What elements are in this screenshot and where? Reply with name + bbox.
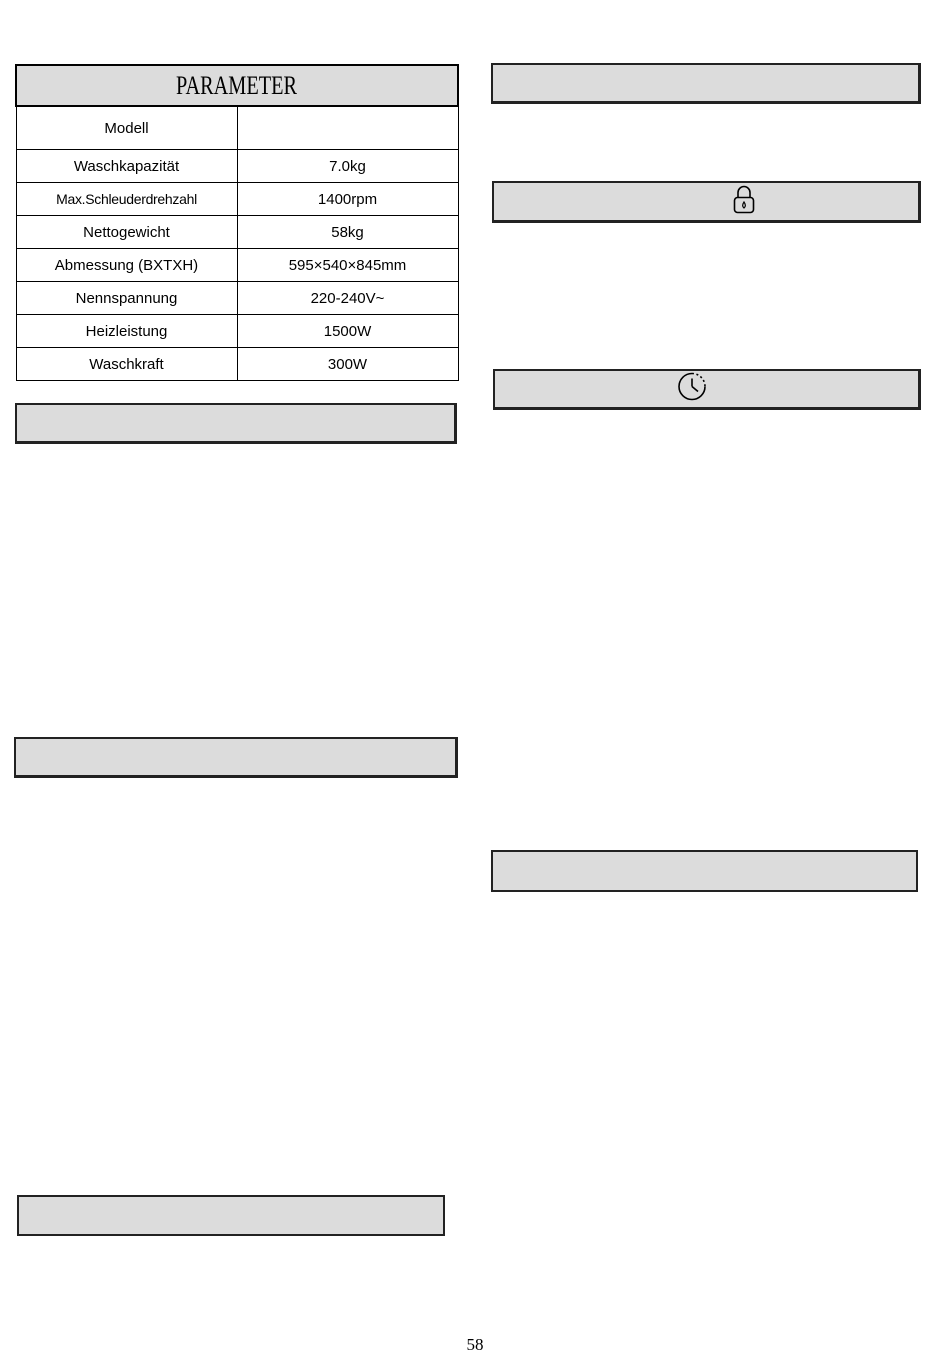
table-row (16, 150, 458, 183)
section-header-bar-left-3 (17, 1195, 445, 1236)
parameter-table (15, 64, 459, 381)
row-label-schleuderdrehzahl-text: Max.Schleuderdrehzahl (56, 190, 197, 207)
section-header-bar-child-lock (492, 181, 921, 223)
row-value-nettogewicht: 58kg (237, 216, 458, 249)
section-header-bar-delay (493, 369, 921, 410)
row-value-modell (237, 106, 458, 150)
row-label-heizleistung: Heizleistung (16, 315, 237, 348)
parameter-table-title-text: PARAMETER (176, 70, 298, 100)
row-label-abmessung: Abmessung (BXTXH) (16, 249, 237, 282)
table-row (16, 183, 458, 216)
table-row (16, 315, 458, 348)
table-row (16, 348, 458, 381)
table-row (16, 249, 458, 282)
table-row (16, 106, 458, 150)
table-row (16, 216, 458, 249)
row-value-heizleistung: 1500W (237, 315, 458, 348)
parameter-table-title (16, 65, 458, 106)
clock-timer-icon (676, 371, 708, 408)
row-value-abmessung: 595×540×845mm (237, 249, 458, 282)
row-value-waschkapazitaet: 7.0kg (237, 150, 458, 183)
row-label-waschkraft: Waschkraft (16, 348, 237, 381)
row-value-schleuderdrehzahl: 1400rpm (237, 183, 458, 216)
row-value-nennspannung: 220-240V~ (237, 282, 458, 315)
page-number: 58 (466, 1335, 484, 1354)
row-label-nettogewicht: Nettogewicht (16, 216, 237, 249)
section-header-bar-left-2 (14, 737, 458, 778)
row-label-nennspannung: Nennspannung (16, 282, 237, 315)
row-label-waschkapazitaet: Waschkapazität (16, 150, 237, 183)
section-header-bar-left-1 (15, 403, 457, 444)
row-value-waschkraft: 300W (237, 348, 458, 381)
row-label-modell: Modell (16, 106, 237, 150)
section-header-bar-right-4 (491, 850, 918, 892)
padlock-icon (733, 184, 755, 219)
parameter-table-header-row (16, 65, 458, 106)
table-row (16, 282, 458, 315)
section-header-bar-right-1 (491, 63, 921, 104)
row-label-schleuderdrehzahl (16, 183, 237, 216)
